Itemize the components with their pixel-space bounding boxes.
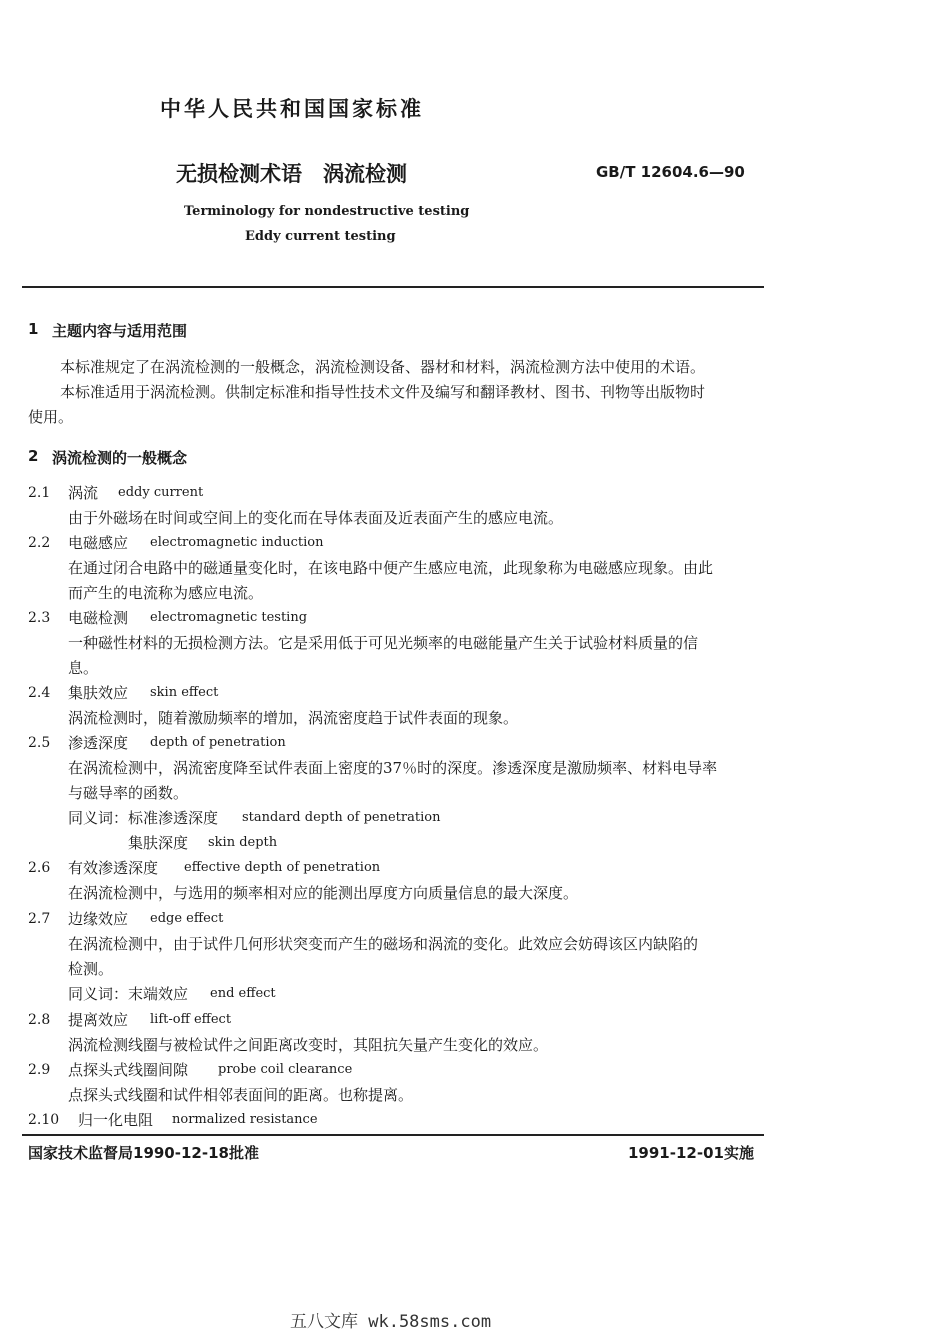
term-cn: 点探头式线圈间隙 [68, 1061, 189, 1079]
standard-code: GB/T 12604.6—90 [596, 163, 745, 181]
section-1-para-1: 本标准规定了在涡流检测的一般概念，涡流检测设备、器材和材料，涡流检测方法中使用的术语。 [60, 358, 706, 376]
document-title-en-2: Eddy current testing [245, 229, 396, 244]
section-2-title: 涡流检测的一般概念 [52, 449, 188, 467]
term-en: depth of penetration [150, 735, 286, 750]
term-definition: 在涡流检测中，涡流密度降至试件表面上密度的37％时的深度。渗透深度是激励频率、材料电导率 [68, 759, 718, 777]
term-cn: 提离效应 [68, 1011, 129, 1029]
synonym-en: end effect [210, 986, 276, 1001]
term-cn: 渗透深度 [68, 734, 129, 752]
approval-date: 国家技术监督局1990-12-18批准 [28, 1144, 259, 1162]
term-definition-cont: 检测。 [68, 960, 114, 978]
term-definition-cont: 而产生的电流称为感应电流。 [68, 584, 264, 602]
synonym-cn: 集肤深度 [128, 834, 189, 852]
section-1-title: 主题内容与适用范围 [52, 322, 188, 340]
term-number: 2.10 [28, 1112, 60, 1128]
term-number: 2.2 [28, 535, 51, 551]
term-en: electromagnetic induction [150, 535, 324, 550]
synonym-en: standard depth of penetration [242, 810, 441, 825]
section-1-para-2-cont: 使用。 [28, 408, 74, 426]
term-number: 2.1 [28, 485, 51, 501]
term-en: lift-off effect [150, 1012, 232, 1027]
term-en: normalized resistance [172, 1112, 318, 1127]
term-definition: 一种磁性材料的无损检测方法。它是采用低于可见光频率的电磁能量产生关于试验材料质量的信 [68, 634, 699, 652]
synonym-en: skin depth [208, 835, 278, 850]
term-en: edge effect [150, 911, 224, 926]
watermark: 五八文库 wk.58sms.com [290, 1312, 492, 1332]
section-1-number: 1 [28, 320, 39, 338]
term-cn: 电磁检测 [68, 609, 129, 627]
document-title-cn: 无损检测术语 涡流检测 [176, 162, 407, 186]
term-en: skin effect [150, 685, 219, 700]
term-definition-cont: 与磁导率的函数。 [68, 784, 189, 802]
term-definition-cont: 息。 [68, 659, 99, 677]
term-definition: 在涡流检测中，与选用的频率相对应的能测出厚度方向质量信息的最大深度。 [68, 884, 579, 902]
term-en: eddy current [118, 485, 204, 500]
term-cn: 集肤效应 [68, 684, 129, 702]
term-en: electromagnetic testing [150, 610, 308, 625]
term-number: 2.6 [28, 860, 51, 876]
section-1-para-2: 本标准适用于涡流检测。供制定标准和指导性技术文件及编写和翻译教材、图书、刊物等出版物时 [60, 383, 706, 401]
term-definition: 在通过闭合电路中的磁通量变化时，在该电路中便产生感应电流，此现象称为电磁感应现象。由此 [68, 559, 714, 577]
term-number: 2.7 [28, 911, 51, 927]
header-divider [22, 286, 764, 288]
term-definition: 由于外磁场在时间或空间上的变化而在导体表面及近表面产生的感应电流。 [68, 509, 564, 527]
term-definition: 涡流检测时，随着激励频率的增加，涡流密度趋于试件表面的现象。 [68, 709, 519, 727]
term-number: 2.5 [28, 735, 51, 751]
synonym-label: 同义词： [68, 809, 129, 827]
footer-divider [22, 1134, 764, 1136]
document-title-en-1: Terminology for nondestructive testing [184, 204, 470, 219]
synonym-label: 同义词： [68, 985, 129, 1003]
term-en: effective depth of penetration [184, 860, 381, 875]
synonym-cn: 末端效应 [128, 985, 189, 1003]
term-cn: 边缘效应 [68, 910, 129, 928]
synonym-cn: 标准渗透深度 [128, 809, 219, 827]
term-definition: 涡流检测线圈与被检试件之间距离改变时，其阻抗矢量产生变化的效应。 [68, 1036, 549, 1054]
term-number: 2.3 [28, 610, 51, 626]
term-definition: 点探头式线圈和试件相邻表面间的距离。也称提离。 [68, 1086, 414, 1104]
national-standard-heading: 中华人民共和国国家标准 [160, 97, 424, 121]
term-definition: 在涡流检测中，由于试件几何形状突变而产生的磁场和涡流的变化。此效应会妨碍该区内缺陷的 [68, 935, 699, 953]
section-2-number: 2 [28, 447, 39, 465]
term-number: 2.9 [28, 1062, 51, 1078]
implementation-date: 1991-12-01实施 [628, 1144, 754, 1162]
term-number: 2.8 [28, 1012, 51, 1028]
term-cn: 电磁感应 [68, 534, 129, 552]
term-en: probe coil clearance [218, 1062, 353, 1077]
term-cn: 归一化电阻 [78, 1111, 154, 1129]
term-number: 2.4 [28, 685, 51, 701]
term-cn: 涡流 [68, 484, 99, 502]
term-cn: 有效渗透深度 [68, 859, 159, 877]
